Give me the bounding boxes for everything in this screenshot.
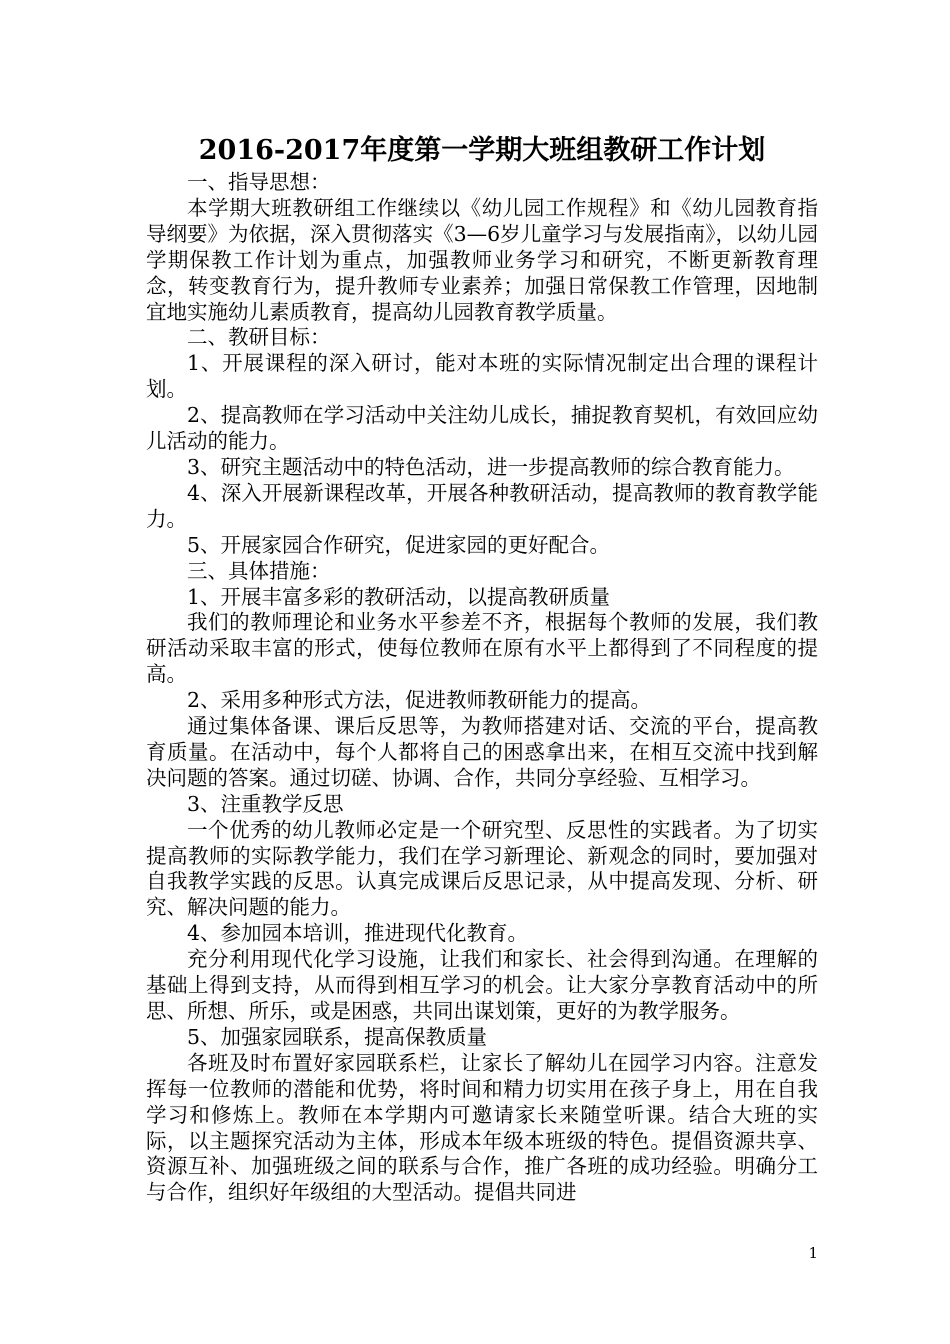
document-body [146, 132, 818, 1206]
measure-paragraph-4: 充分利用现代化学习设施，让我们和家长、社会得到沟通。在理解的基础上得到支持，从而得到相互学习的机会。让大家分享教育活动中的所思、所想、所乐，或是困惑，共同出谋划策，更好的为教学服务。 [146, 947, 818, 1023]
goal-item-1: 1、开展课程的深入研讨，能对本班的实际情况制定出合理的课程计划。 [146, 351, 818, 402]
goal-item-5: 5、开展家园合作研究，促进家园的更好配合。 [187, 532, 611, 557]
goal-item-2: 2、提高教师在学习活动中关注幼儿成长，捕捉教育契机，有效回应幼儿活动的能力。 [146, 403, 818, 454]
measure-paragraph-5: 各班及时布置好家园联系栏，让家长了解幼儿在园学习内容。注意发挥每一位教师的潜能和优势，将时间和精力切实用在孩子身上，用在自我学习和修炼上。教师在本学期内可邀请家长来随堂听课。结合大班的实际，以主题探究活动为主体，形成本年级本班级的特色。提倡资源共享、资源互补、加强班级之间的联系与合作，推广各班的成功经验。明确分工与合作，组织好年级组的大型活动。提倡共同进 [146, 1050, 818, 1205]
measure-heading-4: 4、参加园本培训，推进现代化教育。 [187, 921, 529, 946]
measure-heading-3: 3、注重教学反思 [187, 791, 344, 816]
section-heading-guiding-thought: 一、指导思想： [187, 170, 331, 194]
measure-paragraph-1: 我们的教师理论和业务水平参差不齐，根据每个教师的发展，我们教研活动采取丰富的形式，使每位教师在原有水平上都得到了不同程度的提高。 [146, 610, 818, 687]
measure-paragraph-2: 通过集体备课、课后反思等，为教师搭建对话、交流的平台，提高教育质量。在活动中，每个人都将自己的困惑拿出来，在相互交流中找到解决问题的答案。通过切磋、协调、合作，共同分享经验、互相学习。 [146, 714, 818, 790]
section-heading-research-goals: 二、教研目标： [187, 325, 331, 350]
measure-paragraph-3: 一个优秀的幼儿教师必定是一个研究型、反思性的实践者。为了切实提高教师的实际教学能力，我们在学习新理论、新观念的同时，要加强对自我教学实践的反思。认真完成课后反思记录，从中提高发现、分析、研究、解决问题的能力。 [146, 817, 818, 920]
measure-heading-5: 5、加强家园联系，提高保教质量 [187, 1024, 488, 1049]
section-heading-measures: 三、具体措施： [187, 558, 331, 583]
paragraph-guiding-thought: 本学期大班教研组工作继续以《幼儿园工作规程》和《幼儿园教育指导纲要》为依据，深入贯彻落实《3—6岁儿童学习与发展指南》，以幼儿园学期保教工作计划为重点，加强教师业务学习和研究，不断更新教育理念，转变教育行为，提升教师专业素养；加强日常保教工作管理，因地制宜地实施幼儿素质教育，提高幼儿园教育教学质量。 [146, 195, 818, 324]
document-title: 2016-2017年度第一学期大班组教研工作计划 [198, 135, 766, 166]
goal-item-3: 3、研究主题活动中的特色活动，进一步提高教师的综合教育能力。 [187, 454, 795, 479]
measure-heading-2: 2、采用多种形式方法，促进教师教研能力的提高。 [187, 688, 652, 713]
goal-item-4: 4、深入开展新课程改革，开展各种教研活动，提高教师的教育教学能力。 [146, 480, 818, 531]
page-number: 1 [808, 1244, 818, 1262]
measure-heading-1: 1、开展丰富多彩的教研活动，以提高教研质量 [187, 584, 611, 609]
